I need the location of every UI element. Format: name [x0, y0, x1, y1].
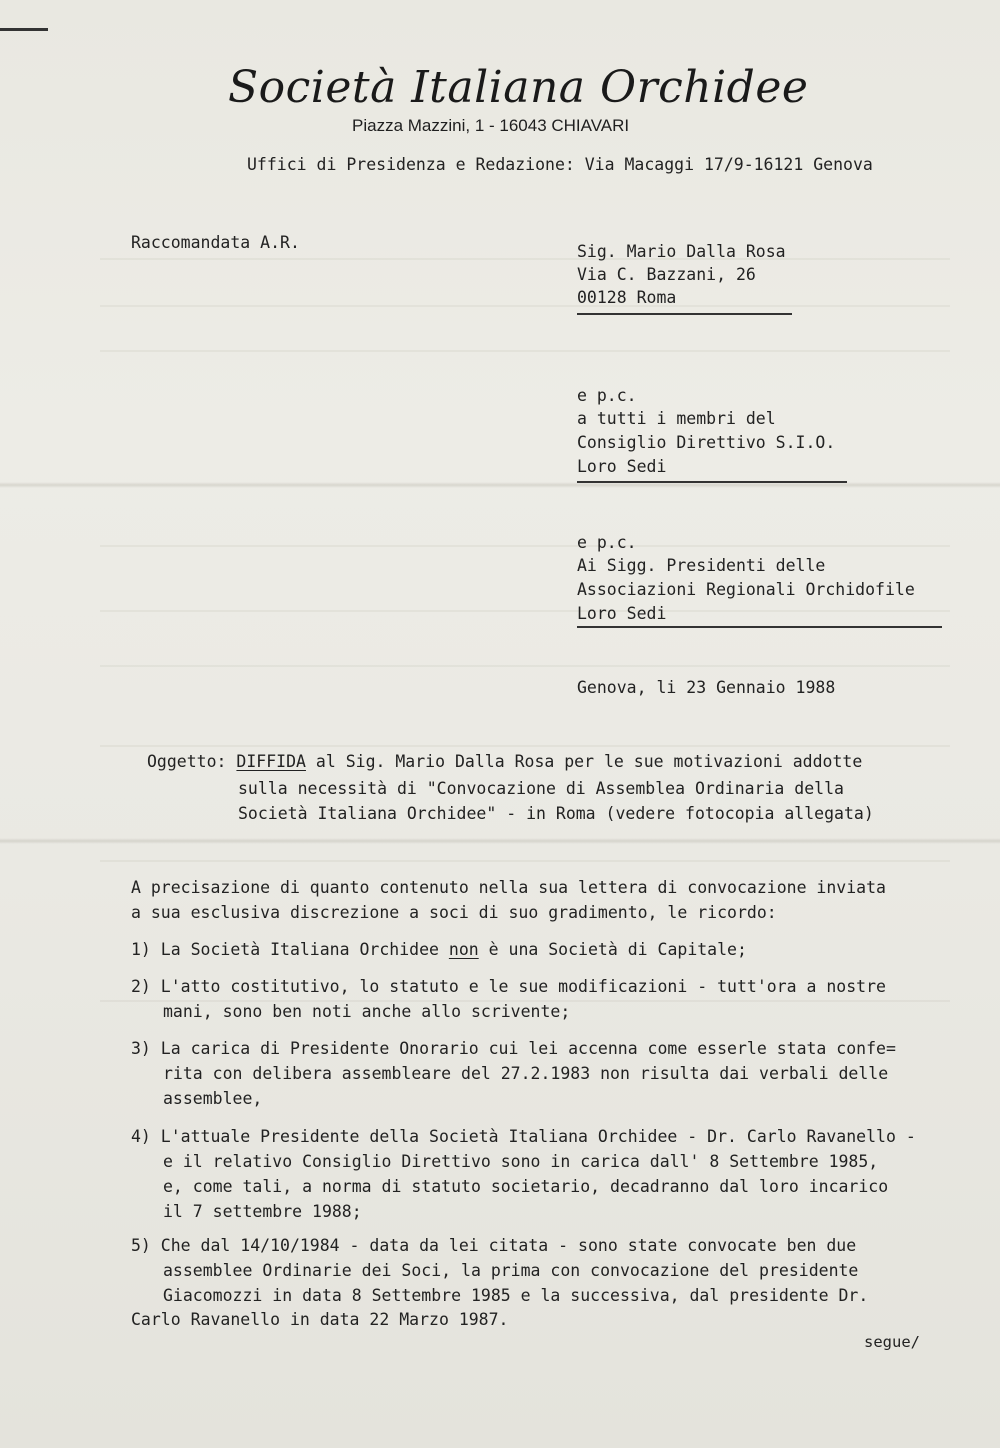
- continuation-mark: segue/: [864, 1333, 920, 1351]
- cc1-epc: e p.c.: [577, 386, 637, 405]
- point-3-line-1: 3) La carica di Presidente Onorario cui lei accenna come esserle stata confe=: [131, 1039, 896, 1058]
- cc1-line3: Loro Sedi: [577, 457, 667, 476]
- point-1-post: è una Società di Capitale;: [488, 940, 747, 959]
- subject-line-1: [147, 754, 862, 771]
- point-4-line-4: il 7 settembre 1988;: [163, 1202, 362, 1221]
- recipient-name: Sig. Mario Dalla Rosa: [577, 242, 786, 261]
- point-3-line-2: rita con delibera assembleare del 27.2.1983 non risulta dai verbali delle: [163, 1064, 889, 1083]
- show-through-text: [100, 350, 950, 352]
- letterhead-logo: Società Italiana Orchidee: [228, 62, 809, 113]
- show-through-text: [100, 610, 950, 612]
- show-through-text: [100, 665, 950, 667]
- point-4-line-1: 4) L'attuale Presidente della Società Italiana Orchidee - Dr. Carlo Ravanello -: [131, 1127, 916, 1146]
- cc1-line1: a tutti i membri del: [577, 409, 776, 428]
- point-5-line-1: 5) Che dal 14/10/1984 - data da lei citata - sono state convocate ben due: [131, 1236, 857, 1255]
- punch-mark: [0, 28, 48, 31]
- point-1: [131, 942, 747, 959]
- point-2-line-1: 2) L'atto costitutivo, lo statuto e le sue modificazioni - tutt'ora a nostre: [131, 977, 886, 996]
- cc2-underline: [577, 626, 942, 628]
- show-through-text: [100, 258, 950, 260]
- point-5-line-2: assemblee Ordinarie dei Soci, la prima con convocazione del presidente: [163, 1261, 859, 1280]
- show-through-text: [100, 545, 950, 547]
- point-4-line-3: e, come tali, a norma di statuto societario, decadranno dal loro incarico: [163, 1177, 889, 1196]
- cc1-line2: Consiglio Direttivo S.I.O.: [577, 433, 836, 452]
- point-5-line-4: Carlo Ravanello in data 22 Marzo 1987.: [131, 1310, 509, 1329]
- letterhead-offices: Uffici di Presidenza e Redazione: Via Macaggi 17/9-16121 Genova: [247, 155, 873, 174]
- show-through-text: [100, 305, 950, 307]
- subject-keyword: DIFFIDA: [236, 752, 306, 771]
- letter-date: Genova, li 23 Gennaio 1988: [577, 678, 836, 697]
- paper-fold: [0, 838, 1000, 844]
- cc1-underline: [577, 481, 847, 483]
- paper-fold: [0, 482, 1000, 488]
- cc2-line1: Ai Sigg. Presidenti delle: [577, 556, 826, 575]
- point-5-line-3: Giacomozzi in data 8 Settembre 1985 e la successiva, dal presidente Dr.: [163, 1286, 869, 1305]
- cc2-line2: Associazioni Regionali Orchidofile: [577, 580, 915, 599]
- point-2-line-2: mani, sono ben noti anche allo scrivente;: [163, 1002, 571, 1021]
- cc2-line3: Loro Sedi: [577, 604, 667, 623]
- show-through-text: [100, 745, 950, 747]
- show-through-text: [100, 860, 950, 862]
- intro-line-1: A precisazione di quanto contenuto nella sua lettera di convocazione inviata: [131, 878, 886, 897]
- recipient-street: Via C. Bazzani, 26: [577, 265, 756, 284]
- intro-line-2: a sua esclusiva discrezione a soci di suo gradimento, le ricordo:: [131, 903, 777, 922]
- recipient-underline: [577, 313, 792, 315]
- subject-line-2: sulla necessità di "Convocazione di Assemblea Ordinaria della: [238, 779, 844, 798]
- letterhead-address: Piazza Mazzini, 1 - 16043 CHIAVARI: [352, 116, 630, 135]
- cc2-epc: e p.c.: [577, 533, 637, 552]
- point-3-line-3: assemblee,: [163, 1089, 263, 1108]
- subject-line-3: Società Italiana Orchidee" - in Roma (vedere fotocopia allegata): [238, 804, 874, 823]
- point-1-emphasis: non: [448, 940, 479, 959]
- mail-type: Raccomandata A.R.: [131, 233, 300, 252]
- point-4-line-2: e il relativo Consiglio Direttivo sono in carica dall' 8 Settembre 1985,: [163, 1152, 879, 1171]
- subject-line1-rest: al Sig. Mario Dalla Rosa per le sue motivazioni addotte: [315, 752, 863, 771]
- subject-label: Oggetto:: [147, 752, 227, 771]
- point-1-pre: 1) La Società Italiana Orchidee: [131, 940, 439, 959]
- recipient-city: 00128 Roma: [577, 288, 677, 307]
